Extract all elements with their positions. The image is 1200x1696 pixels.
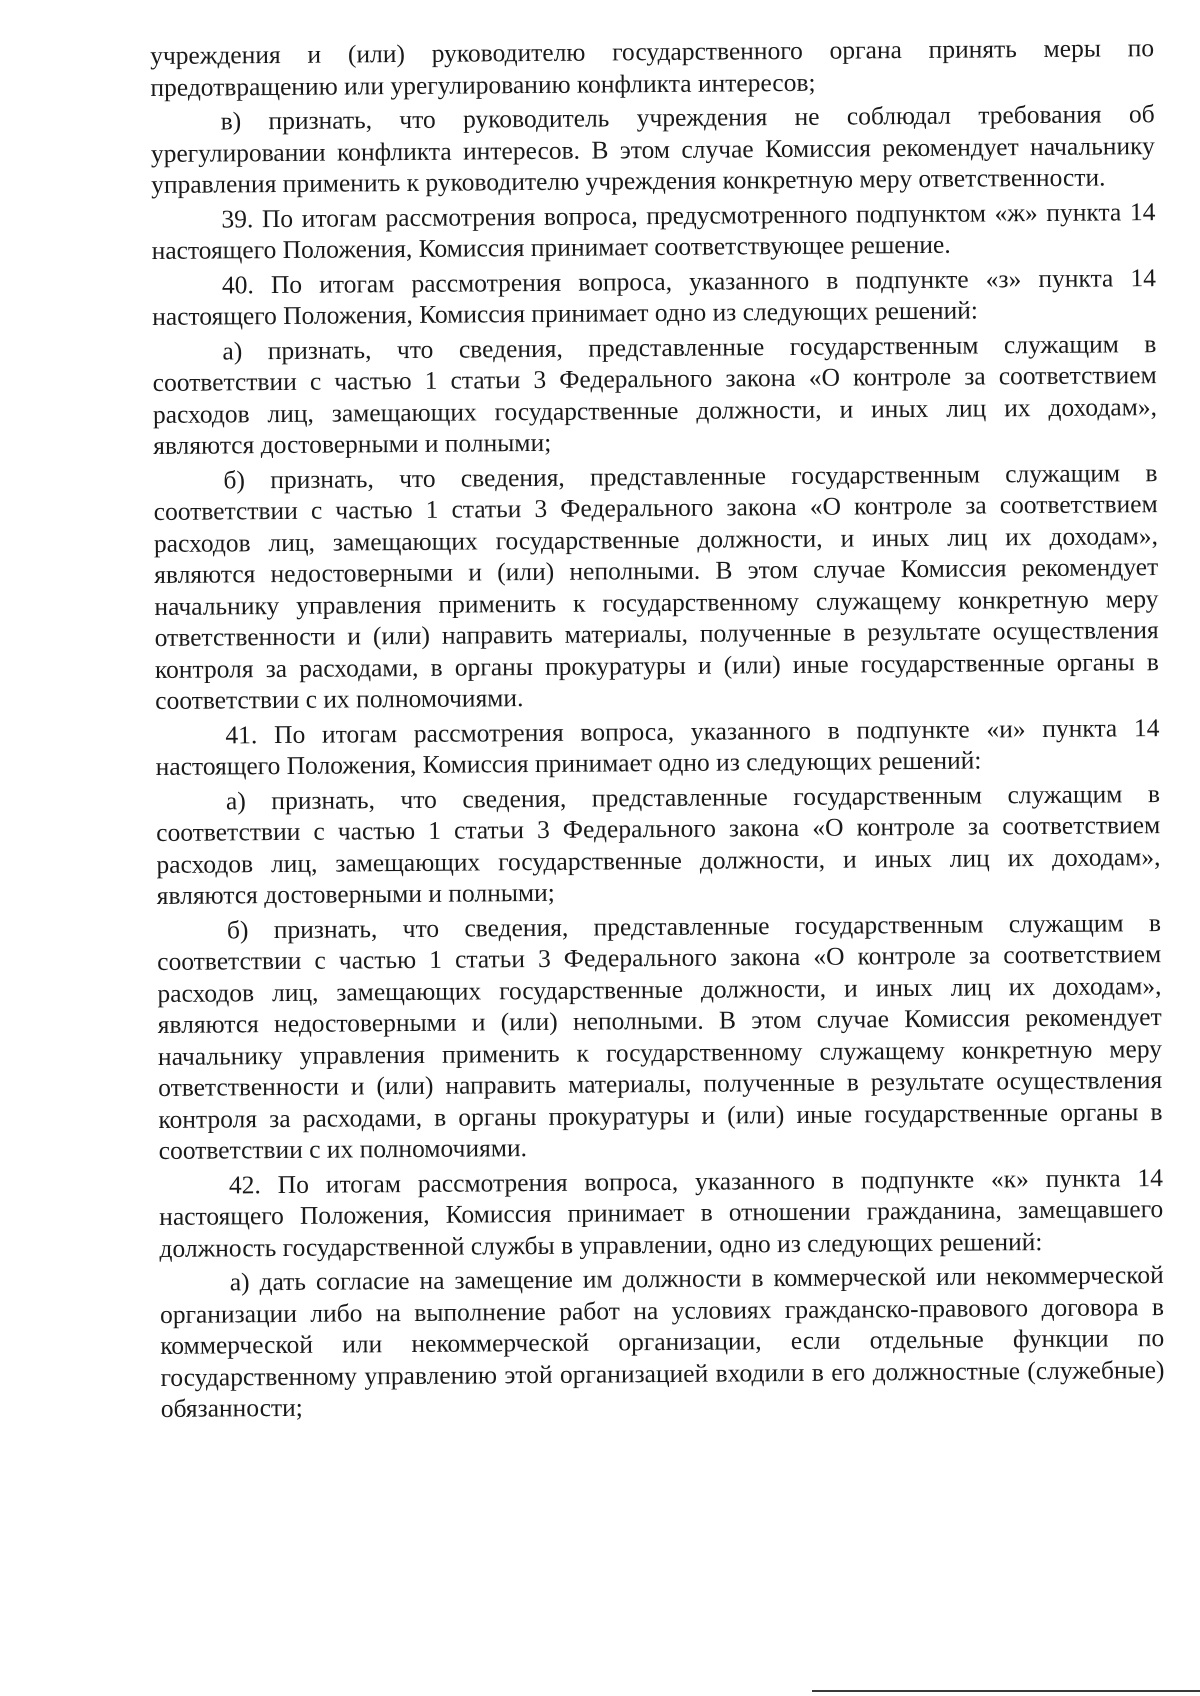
paragraph-39: 39. По итогам рассмотрения вопроса, предусмотренного подпунктом «ж» пункта 14 настоящего Положения, Комиссия принимает соответствующее решение. (151, 196, 1156, 265)
scan-edge-line (812, 1690, 1200, 1692)
document-page (150, 32, 1165, 1427)
paragraph-40: 40. По итогам рассмотрения вопроса, указанного в подпункте «з» пункта 14 настоящего Положения, Комиссия принимает одно из следующих решений: (152, 262, 1157, 331)
paragraph-41: 41. По итогам рассмотрения вопроса, указанного в подпункте «и» пункта 14 настоящего Положения, Комиссия принимает одно из следующих решений: (155, 712, 1160, 781)
paragraph-37-item-v: в) признать, что руководитель учреждения не соблюдал требования об урегулировании конфликта интересов. В этом случае Комиссия рекомендует начальнику управления применить к руководителю учреждения конкретную меру ответственности. (150, 99, 1155, 199)
paragraph-41-item-a: а) признать, что сведения, представленные государственным служащим в соответствии с частью 1 статьи 3 Федерального закона «О контроле за соответствием расходов лиц, замещающих государственные должности, и иных лиц их доходам», являются достоверными и полными; (156, 778, 1161, 910)
paragraph-42-item-a: а) дать согласие на замещение им должности в коммерческой или некоммерческой организации либо на выполнение работ на условиях гражданско-правового договора в коммерческой или некоммерческой организации, если отдельные функции по государственному управлению этой организацией входили в его должностные (служебные) обязанности; (159, 1260, 1165, 1423)
paragraph-40-item-b: б) признать, что сведения, представленные государственным служащим в соответствии с частью 1 статьи 3 Федерального закона «О контроле за соответствием расходов лиц, замещающих государственные должности, и иных лиц их доходам», являются недостоверными и (или) неполными. В этом случае Комиссия рекомендует начальнику управления применить к государственному служащему конкретную меру ответственности и (или) направить материалы, полученные в результате осуществления контроля за расходами, в органы прокуратуры и (или) иные государственные органы в соответствии с их полномочиями. (153, 457, 1160, 715)
paragraph-41-item-b: б) признать, что сведения, представленные государственным служащим в соответствии с частью 1 статьи 3 Федерального закона «О контроле за соответствием расходов лиц, замещающих государственные должности, и иных лиц их доходам», являются недостоверными и (или) неполными. В этом случае Комиссия рекомендует начальнику управления применить к государственному служащему конкретную меру ответственности и (или) направить материалы, полученные в результате осуществления контроля за расходами, в органы прокуратуры и (или) иные государственные органы в соответствии с их полномочиями. (157, 907, 1163, 1165)
paragraph-40-item-a: а) признать, что сведения, представленные государственным служащим в соответствии с частью 1 статьи 3 Федерального закона «О контроле за соответствием расходов лиц, замещающих государственные должности, и иных лиц их доходам», являются достоверными и полными; (152, 328, 1158, 460)
paragraph-37-continuation: учреждения и (или) руководителю государственного органа принять меры по предотвращению или урегулированию конфликта интересов; (150, 33, 1155, 102)
paragraph-42: 42. По итогам рассмотрения вопроса, указанного в подпункте «к» пункта 14 настоящего Положения, Комиссия принимает в отношении гражданина, замещавшего должность государственной службы в управлении, одно из следующих решений: (159, 1162, 1164, 1263)
